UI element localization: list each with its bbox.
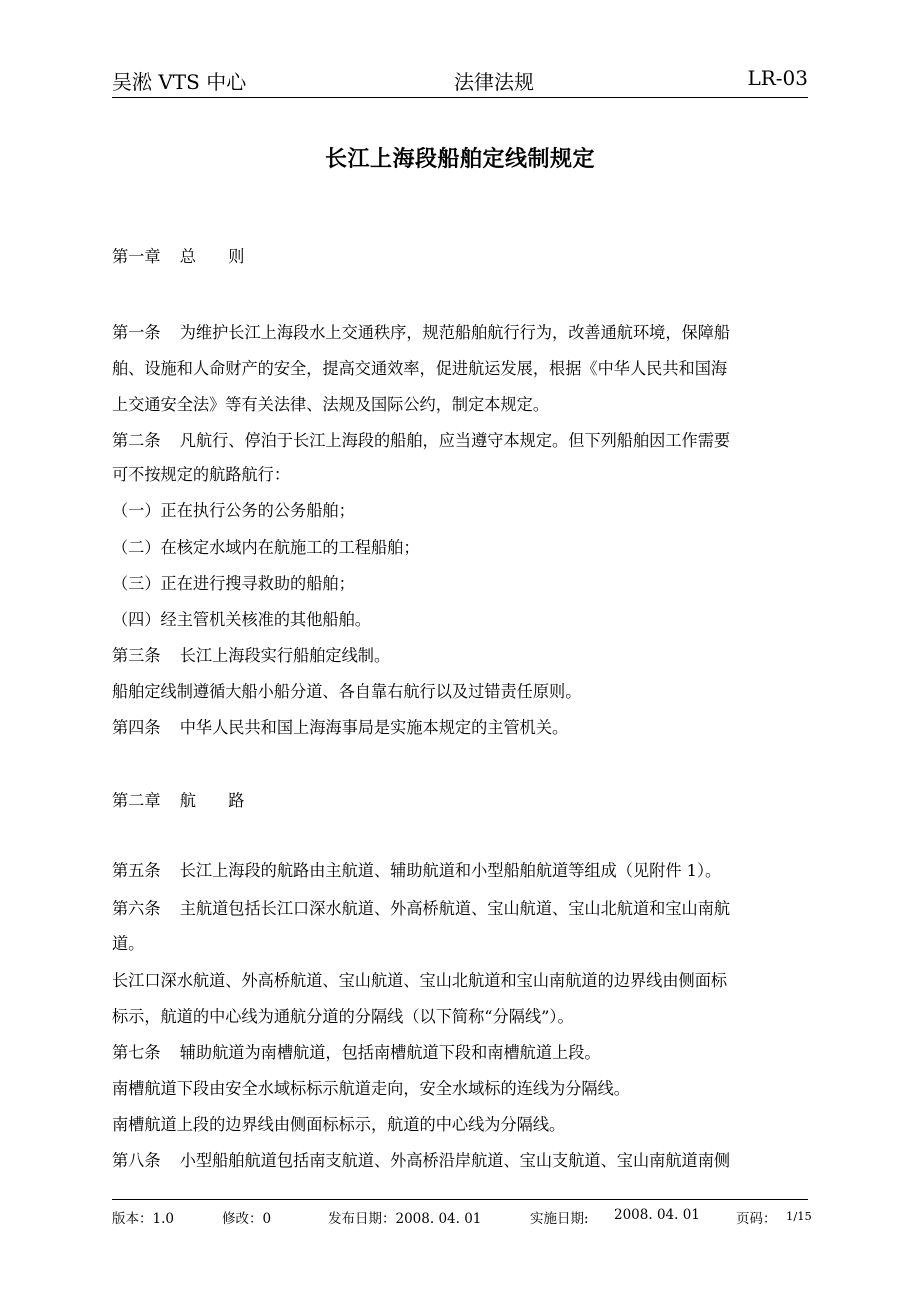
article-text: 为维护长江上海段水上交通秩序，规范船舶航行行为，改善通航环境，保障船 <box>179 323 731 342</box>
article-text: 辅助航道为南槽航道，包括南槽航道下段和南槽航道上段。 <box>179 1043 601 1062</box>
article-line <box>112 857 721 881</box>
article-text: 可不按规定的航路航行： <box>112 465 291 484</box>
article-text: 主航道包括长江口深水航道、外高桥航道、宝山航道、宝山北航道和宝山南航 <box>179 899 731 918</box>
article-line <box>112 1039 601 1063</box>
article-label: 第五条 <box>112 861 161 880</box>
footer-effective-label: 实施日期: <box>530 1211 589 1227</box>
list-item: （四）经主管机关核准的其他船舶。 <box>112 610 371 629</box>
article-line <box>112 1147 730 1171</box>
document-title: 长江上海段船舶定线制规定 <box>324 146 595 172</box>
article-label: 第三条 <box>112 646 161 665</box>
header-category: 法律法规 <box>454 70 534 94</box>
article-line <box>112 714 568 738</box>
chapter-title: 航 路 <box>179 791 245 810</box>
article-text: 标示，航道的中心线为通航分道的分隔线（以下简称“分隔线”）。 <box>112 1007 574 1026</box>
list-item: （一）正在执行公务的公务船舶； <box>112 501 355 520</box>
article-label: 第六条 <box>112 899 161 918</box>
article-text: 长江上海段的航路由主航道、辅助航道和小型船舶航道等组成（见附件 1）。 <box>179 861 722 880</box>
footer-page-label: 页码： <box>736 1211 777 1227</box>
article-text: 上交通安全法》等有关法律、法规及国际公约，制定本规定。 <box>112 395 550 414</box>
article-text: 船舶定线制遵循大船小船分道、各自靠右航行以及过错责任原则。 <box>112 682 582 701</box>
list-item: （三）正在进行搜寻救助的船舶； <box>112 574 355 593</box>
chapter-heading <box>112 787 244 811</box>
article-label: 第七条 <box>112 1043 161 1062</box>
article-label: 第八条 <box>112 1151 161 1170</box>
article-text: 南槽航道上段的边界线由侧面标标示，航道的中心线为分隔线。 <box>112 1115 566 1134</box>
article-text: 舶、设施和人命财产的安全，提高交通效率，促进航运发展，根据《中华人民共和国海 <box>112 359 728 378</box>
header-doc-code: LR-03 <box>747 66 808 90</box>
page-header <box>112 66 808 96</box>
header-organization: 吴淞 VTS 中心 <box>112 70 247 94</box>
chapter-label: 第二章 <box>112 791 161 810</box>
article-line <box>112 427 730 451</box>
article-label: 第二条 <box>112 431 161 450</box>
chapter-heading <box>112 243 244 267</box>
article-label: 第一条 <box>112 323 161 342</box>
article-text: 长江口深水航道、外高桥航道、宝山航道、宝山北航道和宝山南航道的边界线由侧面标 <box>112 971 728 990</box>
footer-page-number: 1/15 <box>786 1209 812 1223</box>
article-label: 第四条 <box>112 718 161 737</box>
footer-publish-date: 发布日期：2008. 04. 01 <box>328 1211 482 1227</box>
article-text: 道。 <box>112 934 145 953</box>
article-text: 南槽航道下段由安全水域标标示航道走向，安全水域标的连线为分隔线。 <box>112 1079 630 1098</box>
article-text: 凡航行、停泊于长江上海段的船舶，应当遵守本规定。但下列船舶因工作需要 <box>179 431 731 450</box>
footer-revision: 修改：0 <box>222 1211 272 1227</box>
article-line <box>112 642 390 666</box>
article-line <box>112 319 730 343</box>
footer-divider <box>112 1199 808 1200</box>
article-text: 中华人民共和国上海海事局是实施本规定的主管机关。 <box>179 718 569 737</box>
header-divider <box>112 97 808 98</box>
footer-effective-date: 2008. 04. 01 <box>614 1207 700 1223</box>
chapter-title: 总 则 <box>179 247 245 266</box>
article-text: 小型船舶航道包括南支航道、外高桥沿岸航道、宝山支航道、宝山南航道南侧 <box>179 1151 731 1170</box>
article-line <box>112 895 730 919</box>
chapter-label: 第一章 <box>112 247 161 266</box>
article-text: 长江上海段实行船舶定线制。 <box>179 646 391 665</box>
footer-version: 版本：1.0 <box>112 1211 174 1227</box>
list-item: （二）在核定水域内在航施工的工程船舶； <box>112 538 420 557</box>
